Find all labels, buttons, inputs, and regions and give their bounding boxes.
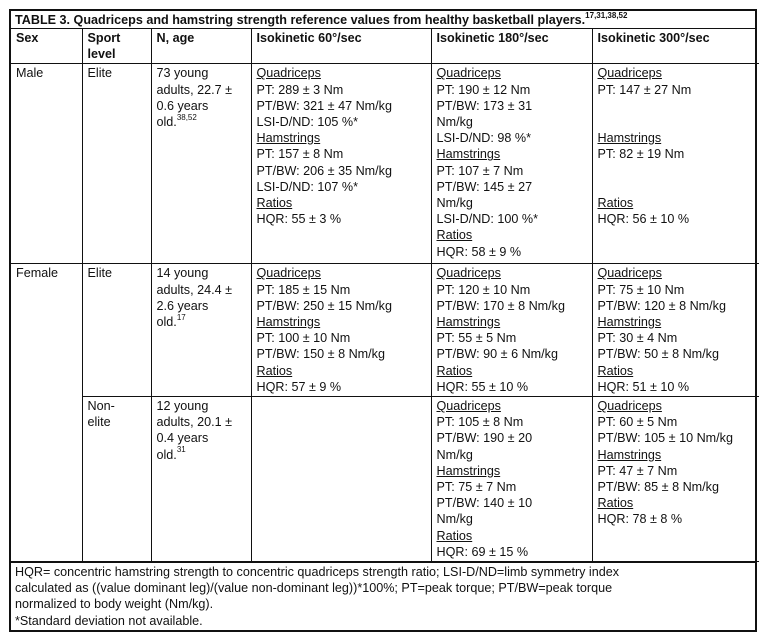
section-label-hamstrings: Hamstrings: [436, 147, 501, 162]
footnote-line: HQR= concentric hamstring strength to concentric quadriceps strength ratio; LSI-D/ND=limb symmetry index: [15, 565, 620, 580]
value-line: HQR: 78 ± 8 %: [597, 512, 683, 527]
value-line: PT: 55 ± 5 Nm: [436, 331, 517, 346]
reference-superscript: 17: [176, 312, 186, 322]
value-line: Nm/kg: [436, 196, 473, 211]
section-label-ratios: Ratios: [436, 228, 473, 243]
section-label-quadriceps: Quadriceps: [436, 66, 501, 81]
footnote-line: normalized to body weight (Nm/kg).: [15, 597, 214, 612]
cell-iso60-empty: [251, 397, 431, 562]
spacer: [598, 179, 755, 195]
cell-sex: Male: [11, 64, 82, 264]
spacer: [598, 98, 755, 114]
footnote-line: *Standard deviation not available.: [15, 613, 203, 628]
level-line: Non-: [87, 399, 115, 414]
value-line: PT: 157 ± 8 Nm: [256, 147, 344, 162]
n-age-line: 2.6 years: [156, 298, 209, 313]
cell-iso180: [431, 264, 592, 397]
value-line: PT: 185 ± 15 Nm: [256, 282, 351, 297]
value-line: HQR: 57 ± 9 %: [256, 379, 342, 394]
value-line: Nm/kg: [436, 512, 473, 527]
n-age-line: adults, 20.1 ±: [156, 415, 233, 430]
table-row-female-elite: [11, 264, 759, 397]
value-line: PT/BW: 190 ± 20: [436, 431, 533, 446]
value-line: Nm/kg: [436, 115, 473, 130]
value-line: HQR: 51 ± 10 %: [597, 379, 690, 394]
section-label-hamstrings: Hamstrings: [256, 315, 321, 330]
cell-iso300: [592, 264, 759, 397]
section-label-quadriceps: Quadriceps: [436, 266, 501, 281]
section-label-ratios: Ratios: [256, 363, 293, 378]
n-age-line: 12 young: [156, 399, 209, 414]
cell-n-age: [151, 64, 251, 264]
reference-superscript: 38,52: [176, 112, 197, 122]
header-line: level: [87, 47, 116, 62]
level-line: elite: [87, 415, 111, 430]
cell-iso180: [431, 64, 592, 264]
section-label-quadriceps: Quadriceps: [597, 66, 662, 81]
cell-sex: Female: [11, 264, 82, 562]
value-line: HQR: 69 ± 15 %: [436, 544, 529, 559]
value-line: PT/BW: 250 ± 15 Nm/kg: [256, 298, 392, 313]
n-age-line: 14 young: [156, 266, 209, 281]
n-age-text: old.: [156, 315, 177, 330]
value-line: PT: 75 ± 7 Nm: [436, 480, 517, 495]
section-label-ratios: Ratios: [597, 196, 634, 211]
value-line: PT/BW: 120 ± 8 Nm/kg: [597, 298, 726, 313]
cell-iso300: [592, 397, 759, 562]
value-line: PT/BW: 145 ± 27: [436, 179, 533, 194]
data-table: [11, 29, 759, 562]
section-label-hamstrings: Hamstrings: [597, 131, 662, 146]
section-label-quadriceps: Quadriceps: [597, 266, 662, 281]
title-references: 17,31,38,52: [585, 10, 628, 20]
value-line: PT/BW: 50 ± 8 Nm/kg: [597, 347, 719, 362]
section-label-ratios: Ratios: [436, 363, 473, 378]
section-label-hamstrings: Hamstrings: [597, 447, 662, 462]
n-age-line: adults, 22.7 ±: [156, 82, 233, 97]
value-line: HQR: 58 ± 9 %: [436, 244, 522, 259]
value-line: PT/BW: 105 ± 10 Nm/kg: [597, 431, 733, 446]
header-sport-level: [82, 29, 151, 64]
cell-n-age: [151, 264, 251, 397]
section-label-quadriceps: Quadriceps: [256, 266, 321, 281]
cell-iso60: [251, 64, 431, 264]
table-row-female-non-elite: [11, 397, 759, 562]
n-age-line: 0.4 years: [156, 431, 209, 446]
value-line: PT: 105 ± 8 Nm: [436, 415, 524, 430]
value-line: PT: 30 ± 4 Nm: [597, 331, 678, 346]
value-line: PT/BW: 321 ± 47 Nm/kg: [256, 98, 392, 113]
n-age-line: adults, 24.4 ±: [156, 282, 233, 297]
header-iso300: Isokinetic 300°/sec: [592, 29, 759, 64]
footnote-line: calculated as ((value dominant leg)/(value non-dominant leg))*100%; PT=peak torque; PT/BW=peak torque: [15, 581, 613, 596]
value-line: PT: 289 ± 3 Nm: [256, 82, 344, 97]
value-line: LSI-D/ND: 100 %*: [436, 212, 538, 227]
spacer: [598, 163, 755, 179]
section-label-ratios: Ratios: [256, 196, 293, 211]
value-line: LSI-D/ND: 105 %*: [256, 115, 358, 130]
value-line: HQR: 56 ± 10 %: [597, 212, 690, 227]
cell-iso300: [592, 64, 759, 264]
value-line: PT: 147 ± 27 Nm: [597, 82, 692, 97]
header-row: [11, 29, 759, 64]
value-line: PT/BW: 90 ± 6 Nm/kg: [436, 347, 558, 362]
section-label-hamstrings: Hamstrings: [597, 315, 662, 330]
n-age-line: [157, 447, 246, 463]
value-line: HQR: 55 ± 10 %: [436, 379, 529, 394]
header-line: Sport: [87, 31, 121, 45]
cell-iso180: [431, 397, 592, 562]
section-label-hamstrings: Hamstrings: [436, 315, 501, 330]
n-age-text: old.: [156, 115, 177, 130]
value-line: PT/BW: 85 ± 8 Nm/kg: [597, 480, 719, 495]
header-sex: Sex: [11, 29, 82, 64]
n-age-text: old.: [156, 447, 177, 462]
value-line: PT: 190 ± 12 Nm: [436, 82, 531, 97]
value-line: LSI-D/ND: 98 %*: [436, 131, 531, 146]
header-n-age: N, age: [151, 29, 251, 64]
spacer: [598, 114, 755, 130]
value-line: PT: 120 ± 10 Nm: [436, 282, 531, 297]
value-line: HQR: 55 ± 3 %: [256, 212, 342, 227]
reference-superscript: 31: [176, 445, 186, 455]
section-label-ratios: Ratios: [436, 528, 473, 543]
section-label-hamstrings: Hamstrings: [436, 463, 501, 478]
cell-level: [82, 397, 151, 562]
n-age-line: [157, 314, 246, 330]
section-label-ratios: Ratios: [597, 496, 634, 511]
section-label-hamstrings: Hamstrings: [256, 131, 321, 146]
n-age-line: 0.6 years: [156, 98, 209, 113]
reference-values-table: [9, 9, 757, 632]
value-line: PT/BW: 206 ± 35 Nm/kg: [256, 163, 392, 178]
table-title: [11, 11, 755, 29]
cell-n-age: [151, 397, 251, 562]
value-line: PT: 75 ± 10 Nm: [597, 282, 685, 297]
section-label-quadriceps: Quadriceps: [436, 399, 501, 414]
header-iso180: Isokinetic 180°/sec: [431, 29, 592, 64]
header-iso60: Isokinetic 60°/sec: [251, 29, 431, 64]
value-line: PT: 47 ± 7 Nm: [597, 463, 678, 478]
table-row-male-elite: [11, 64, 759, 264]
value-line: PT/BW: 173 ± 31: [436, 98, 533, 113]
value-line: PT/BW: 150 ± 8 Nm/kg: [256, 347, 385, 362]
section-label-quadriceps: Quadriceps: [597, 399, 662, 414]
section-label-quadriceps: Quadriceps: [256, 66, 321, 81]
value-line: PT: 100 ± 10 Nm: [256, 331, 351, 346]
value-line: PT: 82 ± 19 Nm: [597, 147, 685, 162]
value-line: Nm/kg: [436, 447, 473, 462]
value-line: PT: 107 ± 7 Nm: [436, 163, 524, 178]
cell-iso60: [251, 264, 431, 397]
cell-level: Elite: [82, 264, 151, 397]
section-label-ratios: Ratios: [597, 363, 634, 378]
n-age-line: 73 young: [156, 66, 209, 81]
value-line: PT: 60 ± 5 Nm: [597, 415, 678, 430]
cell-level: Elite: [82, 64, 151, 264]
value-line: PT/BW: 170 ± 8 Nm/kg: [436, 298, 565, 313]
value-line: PT/BW: 140 ± 10: [436, 496, 533, 511]
value-line: LSI-D/ND: 107 %*: [256, 179, 358, 194]
n-age-line: [157, 114, 246, 130]
table-title-text: TABLE 3. Quadriceps and hamstring strength reference values from healthy basketball players.: [15, 13, 586, 27]
table-footnote: [11, 562, 755, 630]
